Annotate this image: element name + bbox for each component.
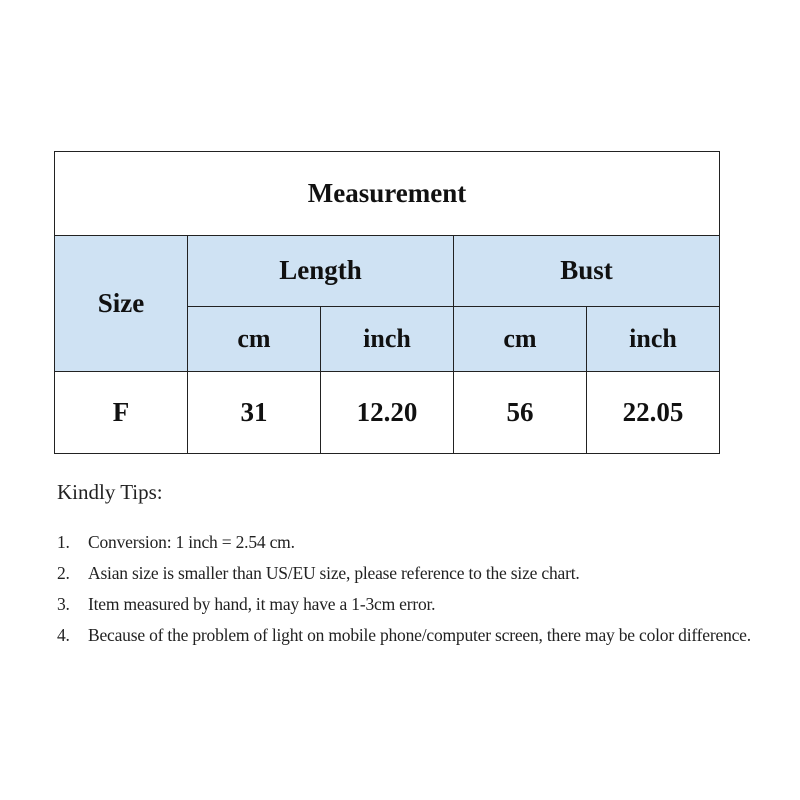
length-inch-header: inch xyxy=(321,307,454,372)
size-header: Size xyxy=(55,235,188,372)
bust-cm-value: 56 xyxy=(454,372,587,454)
list-item-text: Item measured by hand, it may have a 1-3cm error. xyxy=(88,594,436,614)
tips-list xyxy=(57,527,787,651)
list-item-text: Conversion: 1 inch = 2.54 cm. xyxy=(88,532,295,552)
length-inch-value: 12.20 xyxy=(321,372,454,454)
list-item-text: Asian size is smaller than US/EU size, please reference to the size chart. xyxy=(88,563,580,583)
list-item-number: 2. xyxy=(57,563,70,583)
list-item-number: 1. xyxy=(57,532,70,552)
size-value: F xyxy=(55,372,188,454)
table-row xyxy=(55,372,720,454)
table-title: Measurement xyxy=(55,152,720,236)
list-item-text: Because of the problem of light on mobile phone/computer screen, there may be color difference. xyxy=(88,625,751,645)
list-item-number: 3. xyxy=(57,594,70,614)
list-item xyxy=(57,589,787,620)
tips-section xyxy=(57,480,787,651)
bust-header: Bust xyxy=(454,235,720,306)
bust-inch-value: 22.05 xyxy=(587,372,720,454)
length-header: Length xyxy=(188,235,454,306)
tips-heading: Kindly Tips: xyxy=(57,480,163,504)
list-item xyxy=(57,527,787,558)
length-cm-header: cm xyxy=(188,307,321,372)
list-item xyxy=(57,620,787,651)
measurement-table xyxy=(54,151,720,454)
list-item xyxy=(57,558,787,589)
bust-cm-header: cm xyxy=(454,307,587,372)
bust-inch-header: inch xyxy=(587,307,720,372)
list-item-number: 4. xyxy=(57,625,70,645)
length-cm-value: 31 xyxy=(188,372,321,454)
